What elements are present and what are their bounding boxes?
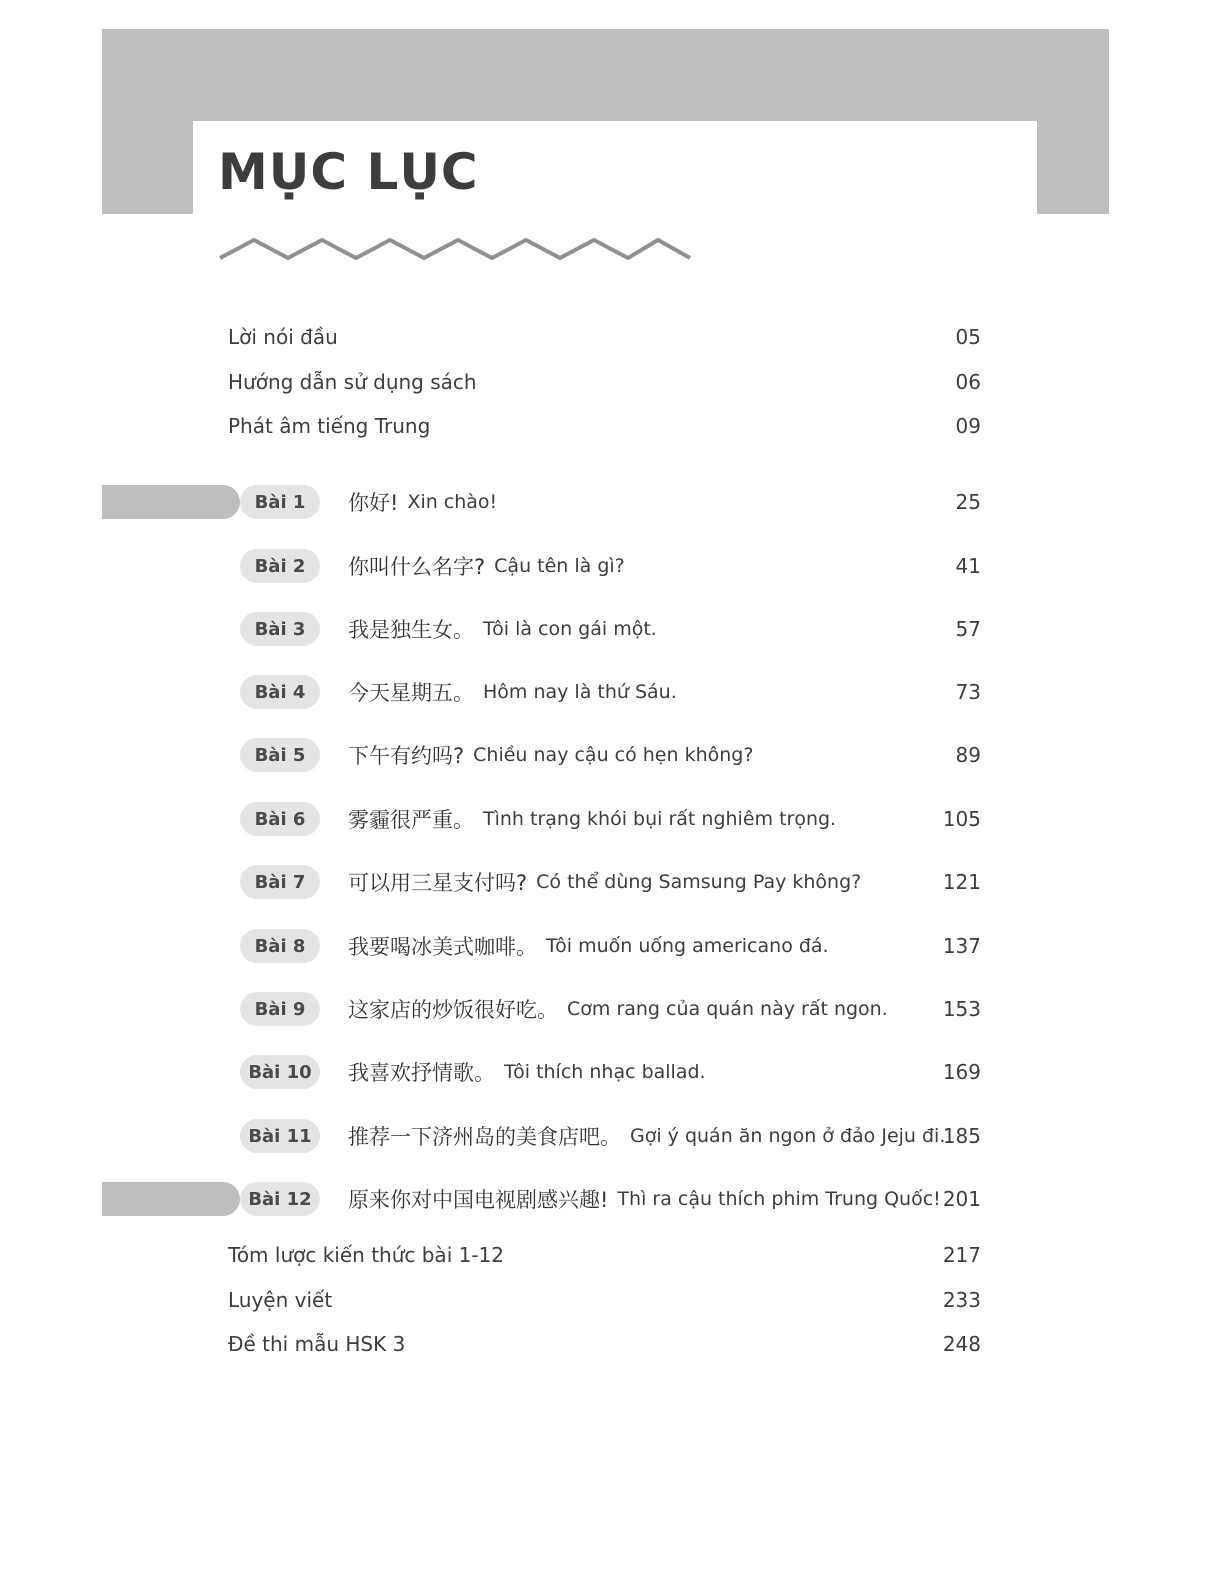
lesson-entry-9[interactable] [0, 989, 981, 1029]
toc-entry-page: 217 [942, 1243, 981, 1267]
lesson-entry-8[interactable] [0, 926, 981, 966]
toc-entry-label: Phát âm tiếng Trung [228, 414, 431, 438]
lesson-badge: Bài 1 [240, 485, 320, 519]
lesson-badge: Bài 3 [240, 612, 320, 646]
lesson-entry-3[interactable] [0, 609, 981, 649]
lesson-title-vi: Thì ra cậu thích phim Trung Quốc! [617, 1188, 941, 1210]
lesson-badge: Bài 6 [240, 802, 320, 836]
lesson-badge: Bài 8 [240, 929, 320, 963]
lesson-badge: Bài 2 [240, 549, 320, 583]
section-tab-marker [102, 1182, 240, 1216]
lesson-entry-11[interactable] [0, 1116, 981, 1156]
toc-entry[interactable] [228, 1280, 981, 1320]
lesson-title-zh: 今天星期五。 [348, 681, 474, 705]
toc-entry-label: Lời nói đầu [228, 325, 338, 349]
lesson-badge: Bài 11 [240, 1119, 320, 1153]
lesson-entry-1[interactable] [0, 482, 981, 522]
lesson-title-zh: 这家店的炒饭很好吃。 [348, 998, 558, 1022]
lesson-page: 89 [955, 743, 981, 767]
lesson-title-vi: Xin chào! [407, 491, 498, 513]
lesson-entry-10[interactable] [0, 1052, 981, 1092]
lesson-entry-2[interactable] [0, 546, 981, 586]
toc-entry-page: 233 [942, 1288, 981, 1312]
lesson-title-vi: Tôi muốn uống americano đá. [546, 935, 829, 957]
lesson-title-vi: Chiều nay cậu có hẹn không? [473, 744, 754, 766]
toc-entry-label: Hướng dẫn sử dụng sách [228, 370, 477, 394]
toc-entry-label: Đề thi mẫu HSK 3 [228, 1332, 406, 1356]
lesson-page: 105 [942, 807, 981, 831]
lesson-title-vi: Cơm rang của quán này rất ngon. [567, 998, 888, 1020]
lesson-badge: Bài 7 [240, 865, 320, 899]
lesson-page: 153 [942, 997, 981, 1021]
lesson-title-vi: Cậu tên là gì? [494, 555, 625, 577]
lesson-title-zh: 可以用三星支付吗? [348, 871, 528, 895]
section-tab-marker [102, 485, 240, 519]
lesson-page: 137 [942, 934, 981, 958]
lesson-title-vi: Gợi ý quán ăn ngon ở đảo Jeju đi. [630, 1125, 946, 1147]
lesson-page: 169 [942, 1060, 981, 1084]
toc-entry-page: 09 [955, 414, 981, 438]
lesson-page: 25 [955, 490, 981, 514]
page-title: MỤC LỤC [218, 143, 479, 201]
toc-entry-page: 248 [942, 1332, 981, 1356]
lesson-entry-5[interactable] [0, 735, 981, 775]
lesson-title-vi: Tôi là con gái một. [483, 618, 657, 640]
toc-entry-label: Luyện viết [228, 1288, 333, 1312]
lesson-title-zh: 下午有约吗? [348, 744, 465, 768]
lesson-title-vi: Tình trạng khói bụi rất nghiêm trọng. [483, 808, 837, 830]
lesson-entry-6[interactable] [0, 799, 981, 839]
toc-entry[interactable] [228, 317, 981, 357]
lesson-page: 57 [955, 617, 981, 641]
lesson-title-vi: Hôm nay là thứ Sáu. [483, 681, 677, 703]
toc-entry[interactable] [228, 1235, 981, 1275]
lesson-badge: Bài 10 [240, 1055, 320, 1089]
lesson-title-vi: Có thể dùng Samsung Pay không? [536, 871, 862, 893]
toc-entry-page: 05 [955, 325, 981, 349]
lesson-title-vi: Tôi thích nhạc ballad. [504, 1061, 706, 1083]
lesson-title-zh: 我是独生女。 [348, 618, 474, 642]
zigzag-divider [218, 232, 692, 264]
lesson-title-zh: 推荐一下济州岛的美食店吧。 [348, 1125, 621, 1149]
lesson-entry-4[interactable] [0, 672, 981, 712]
lesson-badge: Bài 4 [240, 675, 320, 709]
lesson-page: 73 [955, 680, 981, 704]
lesson-badge: Bài 12 [240, 1182, 320, 1216]
lesson-page: 41 [955, 554, 981, 578]
lesson-title-zh: 我要喝冰美式咖啡。 [348, 935, 537, 959]
lesson-title-zh: 你好! [348, 491, 399, 515]
toc-entry[interactable] [228, 362, 981, 402]
lesson-title-zh: 你叫什么名字? [348, 555, 486, 579]
lesson-title-zh: 原来你对中国电视剧感兴趣! [348, 1188, 609, 1212]
lesson-title-zh: 雾霾很严重。 [348, 808, 474, 832]
toc-entry-page: 06 [955, 370, 981, 394]
toc-entry[interactable] [228, 406, 981, 446]
toc-entry-label: Tóm lược kiến thức bài 1-12 [228, 1243, 504, 1267]
lesson-page: 185 [942, 1124, 981, 1148]
lesson-page: 201 [942, 1187, 981, 1211]
lesson-entry-7[interactable] [0, 862, 981, 902]
lesson-page: 121 [942, 870, 981, 894]
lesson-badge: Bài 9 [240, 992, 320, 1026]
lesson-entry-12[interactable] [0, 1179, 981, 1219]
lesson-title-zh: 我喜欢抒情歌。 [348, 1061, 495, 1085]
toc-entry[interactable] [228, 1324, 981, 1364]
lesson-badge: Bài 5 [240, 738, 320, 772]
